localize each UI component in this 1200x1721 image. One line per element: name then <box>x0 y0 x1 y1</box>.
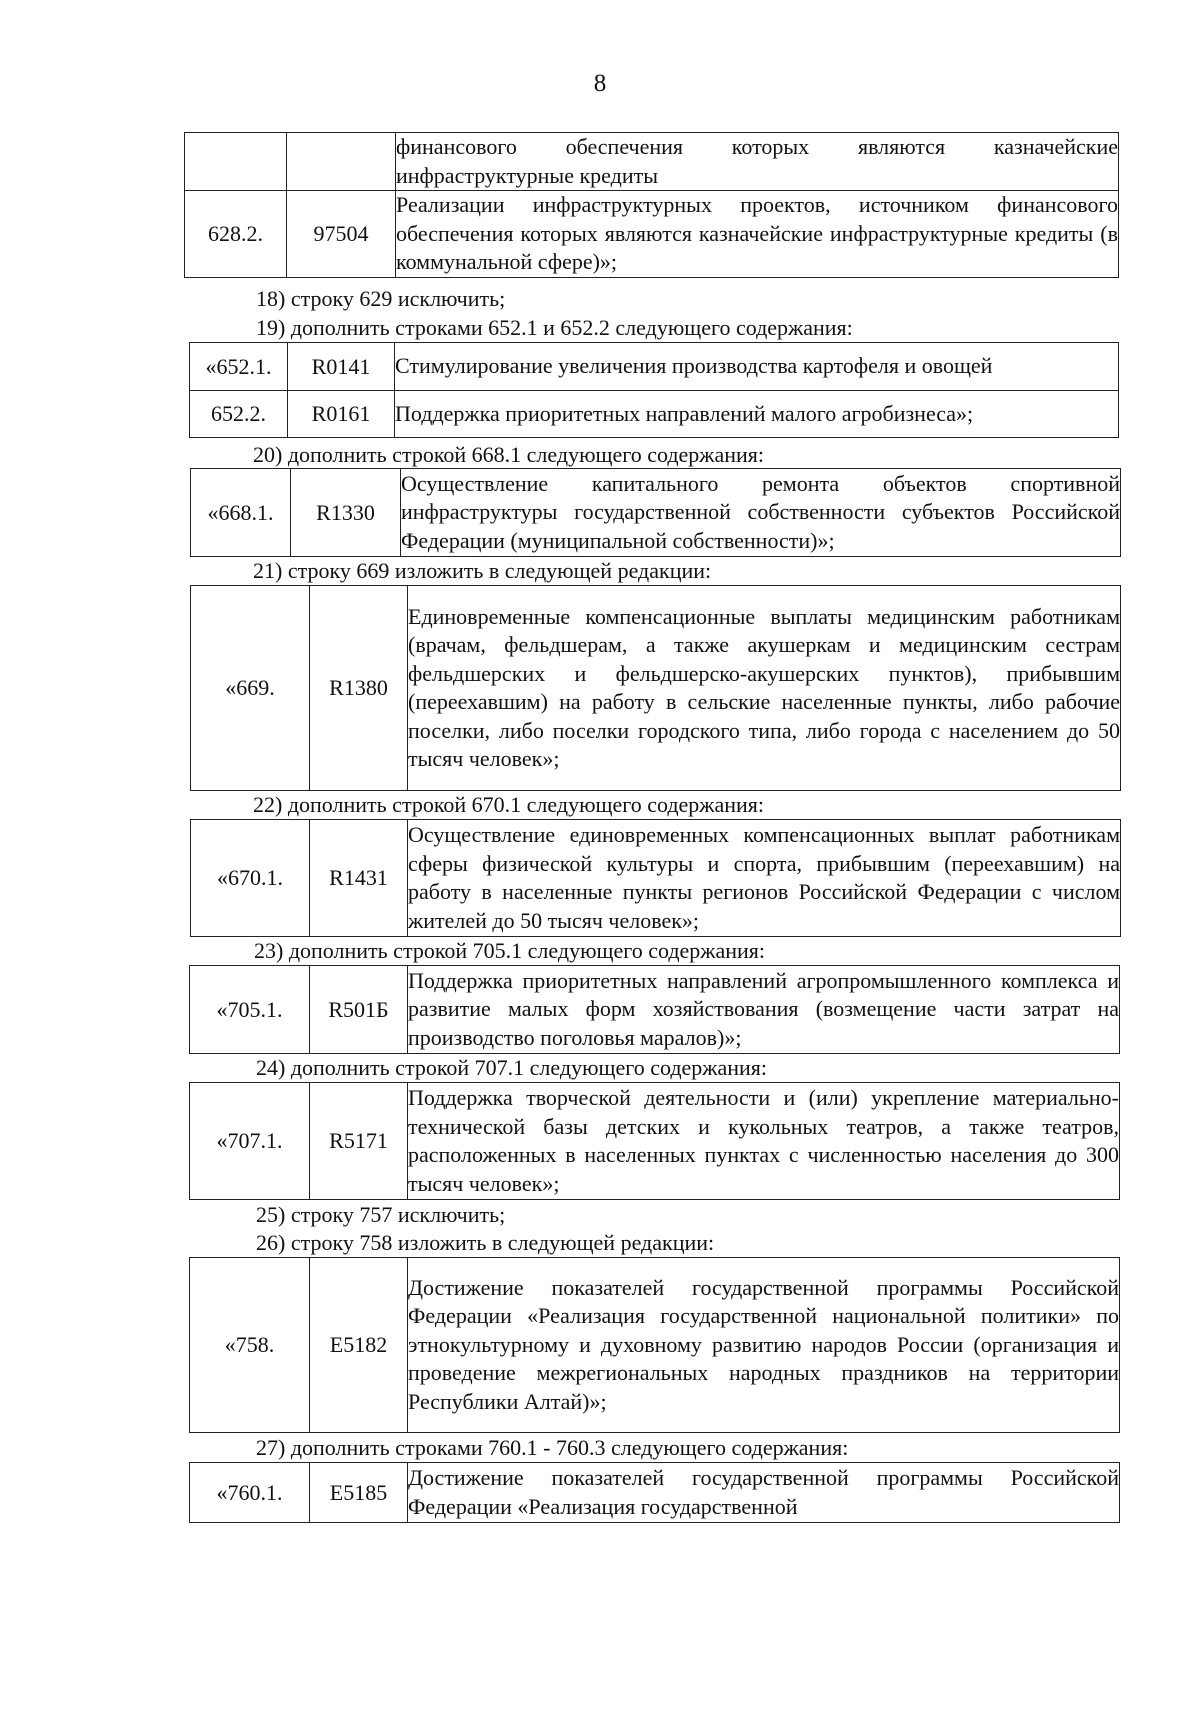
row-description: Поддержка творческой деятельности и (или) укрепление материально-технической базы детских и кукольных театров, а также театров, расположенных в населенных пунктах с численностью населения до 300 тысяч человек»; <box>408 1083 1120 1200</box>
table-row <box>185 133 1119 191</box>
table-row <box>191 469 1121 557</box>
row-number: «670.1. <box>191 820 310 937</box>
row-number: «707.1. <box>190 1083 310 1200</box>
row-description: Стимулирование увеличения производства картофеля и овощей <box>395 343 1119 391</box>
row-code: R1380 <box>310 586 408 791</box>
row-number: 628.2. <box>185 191 287 278</box>
table-row <box>191 820 1121 937</box>
table-row <box>191 586 1121 791</box>
table-row <box>190 343 1119 391</box>
table-segment-705-1 <box>189 965 1120 1054</box>
row-number: «652.1. <box>190 343 288 391</box>
row-description: Единовременные компенсационные выплаты медицинским работникам (врачам, фельдшерам, а также акушеркам и медицинским сестрам фельдшерских и фельдшерско-акушерских пунктов), прибывшим (переехавшим) на работу в сельские населенные пункты, либо рабочие поселки, либо поселки городского типа, либо города с населением до 50 тысяч человек»; <box>408 586 1121 791</box>
row-code: R1431 <box>310 820 408 937</box>
table-row <box>190 1083 1120 1200</box>
row-description: Достижение показателей государственной программы Российской Федерации «Реализация государственной национальной политики» по этнокультурному и духовному развитию народов России (организация и проведение межрегиональных народных праздников на территории Республики Алтай)»; <box>408 1258 1120 1433</box>
table-row <box>185 191 1119 278</box>
instruction-25: 25) строку 757 исключить; <box>256 1202 506 1227</box>
instruction-21: 21) строку 669 изложить в следующей редакции: <box>253 558 712 583</box>
row-code: 97504 <box>287 191 396 278</box>
table-row <box>190 1463 1120 1523</box>
row-number: «760.1. <box>190 1463 310 1523</box>
row-description: Поддержка приоритетных направлений малого агробизнеса»; <box>395 391 1119 438</box>
instruction-24: 24) дополнить строкой 707.1 следующего содержания: <box>256 1055 768 1080</box>
row-number: «758. <box>190 1258 310 1433</box>
instruction-20: 20) дополнить строкой 668.1 следующего содержания: <box>253 442 765 467</box>
row-code: R0141 <box>288 343 395 391</box>
row-code: R1330 <box>291 469 401 557</box>
row-code: R5171 <box>310 1083 408 1200</box>
table-row <box>190 391 1119 438</box>
row-description: Достижение показателей государственной программы Российской Федерации «Реализация государственной <box>408 1463 1120 1523</box>
table-segment-669 <box>190 585 1121 791</box>
row-description: Поддержка приоритетных направлений агропромышленного комплекса и развитие малых форм хозяйствования (возмещение части затрат на производство поголовья маралов)»; <box>408 966 1120 1054</box>
row-number: «705.1. <box>190 966 310 1054</box>
table-segment-760-1 <box>189 1462 1120 1523</box>
page-number: 8 <box>593 70 607 97</box>
instruction-26: 26) строку 758 изложить в следующей редакции: <box>256 1230 715 1255</box>
instruction-19: 19) дополнить строками 652.1 и 652.2 следующего содержания: <box>256 315 853 340</box>
row-number <box>185 133 287 191</box>
table-row <box>190 1258 1120 1433</box>
table-segment-670-1 <box>190 819 1121 937</box>
row-description: финансового обеспечения которых являются казначейские инфраструктурные кредиты <box>396 133 1119 191</box>
row-code: E5182 <box>310 1258 408 1433</box>
row-number: «669. <box>191 586 310 791</box>
table-segment-758 <box>189 1257 1120 1433</box>
row-number: 652.2. <box>190 391 288 438</box>
row-description: Осуществление капитального ремонта объектов спортивной инфраструктуры государственной собственности субъектов Российской Федерации (муниципальной собственности)»; <box>401 469 1121 557</box>
table-segment-628 <box>184 132 1119 278</box>
row-description: Реализации инфраструктурных проектов, источником финансового обеспечения которых являются казначейские инфраструктурные кредиты (в коммунальной сфере)»; <box>396 191 1119 278</box>
instruction-22: 22) дополнить строкой 670.1 следующего содержания: <box>253 792 765 817</box>
instruction-27: 27) дополнить строками 760.1 - 760.3 следующего содержания: <box>256 1435 849 1460</box>
row-code: R0161 <box>288 391 395 438</box>
instruction-18: 18) строку 629 исключить; <box>256 286 506 311</box>
row-description: Осуществление единовременных компенсационных выплат работникам сферы физической культуры и спорта, прибывшим (переехавшим) на работу в населенные пункты регионов Российской Федерации с числом жителей до 50 тысяч человек»; <box>408 820 1121 937</box>
table-segment-652 <box>189 342 1119 438</box>
row-code: R501Б <box>310 966 408 1054</box>
instruction-23: 23) дополнить строкой 705.1 следующего содержания: <box>254 938 766 963</box>
row-code <box>287 133 396 191</box>
table-row <box>190 966 1120 1054</box>
row-number: «668.1. <box>191 469 291 557</box>
table-segment-668-1 <box>190 468 1121 557</box>
row-code: E5185 <box>310 1463 408 1523</box>
table-segment-707-1 <box>189 1082 1120 1200</box>
